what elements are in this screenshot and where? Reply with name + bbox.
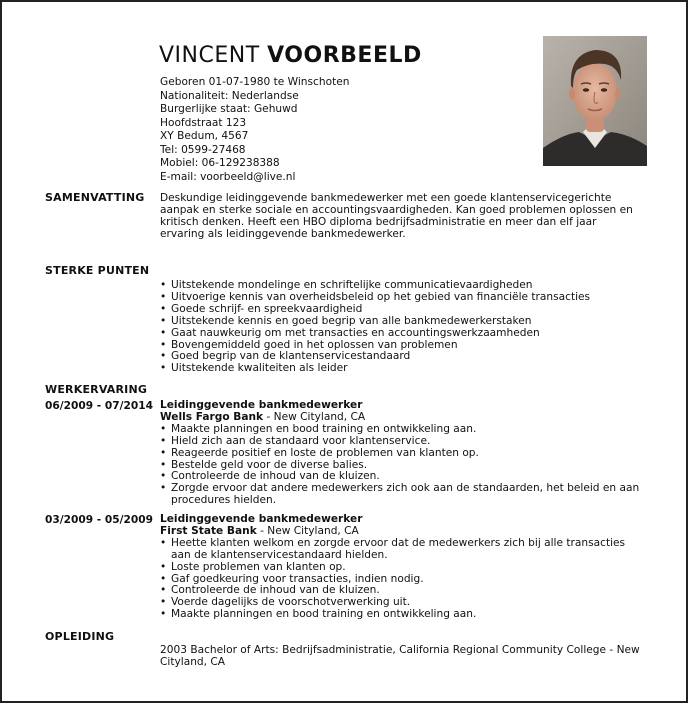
- list-item: • Maakte planningen en bood training en ontwikkeling aan.: [160, 424, 640, 436]
- contact-line-email: E-mail: voorbeeld@live.nl: [160, 170, 296, 183]
- last-name: VOORBEELD: [267, 43, 422, 68]
- profile-photo: [543, 36, 647, 166]
- contact-line-mobile: Mobiel: 06-129238388: [160, 157, 280, 169]
- list-item: • Controleerde de inhoud van de kluizen.: [160, 585, 640, 597]
- job-2-title: Leidinggevende bankmedewerker: [160, 513, 363, 525]
- section-title-summary: SAMENVATTING: [45, 191, 145, 204]
- list-item: • Controleerde de inhoud van de kluizen.: [160, 471, 640, 483]
- first-name: VINCENT: [159, 43, 260, 68]
- list-item: • Heette klanten welkom en zorgde ervoor dat de medewerkers zich bij alle transacties aan de klantenservicestandaard hielden.: [160, 538, 640, 562]
- job-1-block: [160, 400, 640, 507]
- contact-details: [160, 76, 349, 184]
- list-item: • Loste problemen van klanten op.: [160, 562, 640, 574]
- education-text: 2003 Bachelor of Arts: Bedrijfsadministratie, California Regional Community College - New Cityland, CA: [160, 644, 640, 668]
- job-2-block: [160, 514, 640, 621]
- list-item: • Bovengemiddeld goed in het oplossen van problemen: [160, 340, 640, 352]
- job-1-dates: 06/2009 - 07/2014: [45, 400, 153, 412]
- contact-line-postal: XY Bedum, 4567: [160, 130, 249, 142]
- list-item: • Reageerde positief en loste de problemen van klanten op.: [160, 448, 640, 460]
- job-1-location: - New Cityland, CA: [263, 410, 366, 423]
- list-item: • Hield zich aan de standaard voor klantenservice.: [160, 436, 640, 448]
- list-item: • Uitstekende mondelinge en schriftelijke communicatievaardigheden: [160, 280, 640, 292]
- contact-line-marital-status: Burgerlijke staat: Gehuwd: [160, 103, 298, 115]
- contact-line-phone: Tel: 0599-27468: [160, 143, 246, 156]
- job-1-title: Leidinggevende bankmedewerker: [160, 399, 363, 411]
- summary-text: Deskundige leidinggevende bankmedewerker met een goede klantenservicegerichte aanpak en sterke sociale en accountingsvaardigheden. Kan goed problemen oplossen en kritisch denken. Heeft een HBO diploma bedrijfsadministratie en meer dan elf jaar ervaring als leidinggevende bankmedewerker.: [160, 192, 633, 240]
- education-block: [160, 645, 640, 669]
- list-item: • Uitstekende kwaliteiten als leider: [160, 363, 640, 375]
- list-item: • Gaat nauwkeurig om met transacties en accountingswerkzaamheden: [160, 328, 640, 340]
- section-title-experience: WERKERVARING: [45, 383, 148, 396]
- list-item: • Uitvoerige kennis van overheidsbeleid op het gebied van financiële transacties: [160, 292, 640, 304]
- job-2-location: - New Cityland, CA: [256, 524, 359, 537]
- list-item: • Uitstekende kennis en goed begrip van alle bankmedewerkerstaken: [160, 316, 640, 328]
- contact-line-birth: Geboren 01-07-1980 te Winschoten: [160, 76, 350, 88]
- strengths-list: [160, 280, 640, 375]
- list-item: • Goede schrijf- en spreekvaardigheid: [160, 304, 640, 316]
- job-1-duties: [160, 424, 640, 507]
- section-title-education: OPLEIDING: [45, 630, 115, 643]
- job-2-dates: 03/2009 - 05/2009: [45, 514, 153, 526]
- list-item: • Goed begrip van de klantenservicestandaard: [160, 351, 640, 363]
- contact-line-street: Hoofdstraat 123: [160, 116, 247, 129]
- contact-line-nationality: Nationaliteit: Nederlandse: [160, 89, 299, 102]
- list-item: • Voerde dagelijks de voorschotverwerking uit.: [160, 597, 640, 609]
- list-item: • Bestelde geld voor de diverse balies.: [160, 460, 640, 472]
- job-1-employer: Wells Fargo Bank: [160, 410, 264, 423]
- job-2-duties: [160, 538, 640, 621]
- summary-text-block: [160, 193, 640, 241]
- list-item: • Maakte planningen en bood training en ontwikkeling aan.: [160, 609, 640, 621]
- list-item: • Gaf goedkeuring voor transacties, indien nodig.: [160, 574, 640, 586]
- list-item: • Zorgde ervoor dat andere medewerkers zich ook aan de standaarden, het beleid en aan procedures hielden.: [160, 483, 640, 507]
- job-2-employer: First State Bank: [160, 524, 257, 537]
- strengths-block: [160, 280, 640, 375]
- section-title-strengths: STERKE PUNTEN: [45, 264, 150, 277]
- candidate-name: [159, 42, 422, 70]
